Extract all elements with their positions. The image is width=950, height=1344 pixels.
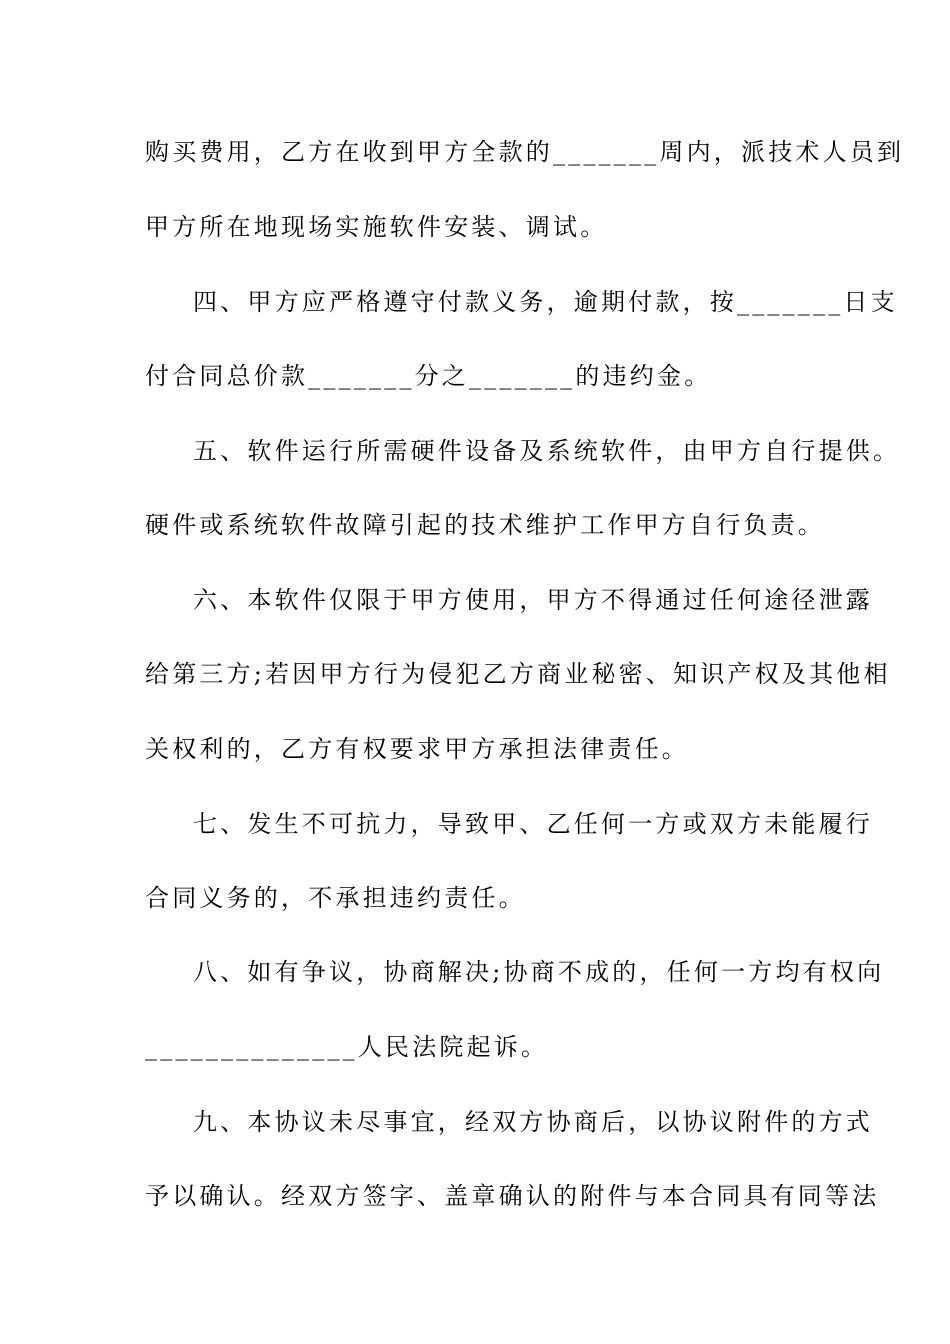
clause-9-line-1: 九、本协议未尽事宜，经双方协商后，以协议附件的方式: [193, 1108, 873, 1136]
clause-7-line-1: 七、发生不可抗力，导致甲、乙任何一方或双方未能履行: [193, 810, 873, 838]
clause-4-line-2: 付合同总价款_______分之_______的违约金。: [145, 362, 712, 390]
text-line-2: 甲方所在地现场实施软件安装、调试。: [145, 213, 608, 241]
clause-6-line-1: 六、本软件仅限于甲方使用，甲方不得通过任何途径泄露: [193, 586, 873, 614]
clause-5-line-2: 硬件或系统软件故障引起的技术维护工作甲方自行负责。: [145, 511, 825, 539]
text-line-1: 购买费用，乙方在收到甲方全款的_______周内，派技术人员到: [145, 138, 905, 166]
clause-8-line-1: 八、如有争议，协商解决;协商不成的，任何一方均有权向: [193, 958, 885, 986]
clause-8-line-2: ______________人民法院起诉。: [145, 1033, 549, 1061]
clause-5-line-1: 五、软件运行所需硬件设备及系统软件，由甲方自行提供。: [193, 437, 901, 465]
clause-7-line-2: 合同义务的，不承担违约责任。: [145, 884, 526, 912]
clause-6-line-3: 关权利的，乙方有权要求甲方承担法律责任。: [145, 735, 689, 763]
clause-6-line-2: 给第三方;若因甲方行为侵犯乙方商业秘密、知识产权及其他相: [145, 660, 891, 688]
clause-4-line-1: 四、甲方应严格遵守付款义务，逾期付款，按_______日支: [193, 288, 898, 316]
clause-9-line-2: 予以确认。经双方签字、盖章确认的附件与本合同具有同等法: [145, 1182, 880, 1210]
